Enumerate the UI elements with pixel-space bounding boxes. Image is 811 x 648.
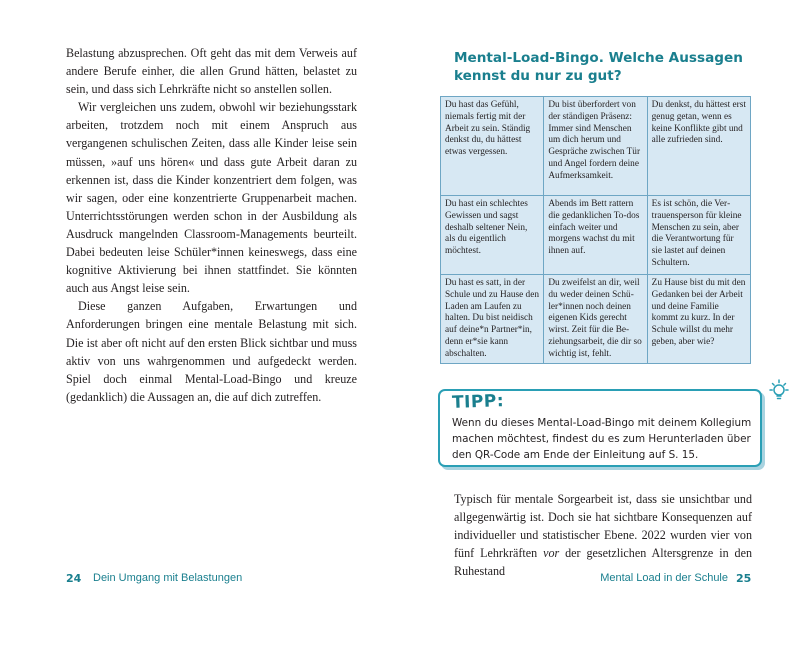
italic-word: vor (543, 546, 560, 561)
bingo-cell: Abends im Bett rattern die gedanklichen To-dos einfach weiter und morgens wachst du mit ihnen auf. (544, 196, 647, 275)
page-number: 24 (66, 572, 82, 585)
bingo-row (441, 97, 751, 196)
bingo-cell: Zu Hause bist du mit den Gedanken bei der Arbeit und deine Familie kommt zu kurz. In der Schule willst du mehr geben, aber wie? (647, 275, 750, 364)
bingo-grid (440, 96, 751, 364)
right-page (405, 0, 811, 648)
running-footer: Mental Load in der Schule (600, 572, 728, 584)
tipp-text: Wenn du dieses Mental-Load-Bingo mit deinem Kollegium machen möchtest, findest du es zum Herunterladen über den QR-Code am Ende der Einleitung auf S. 15. (452, 417, 752, 462)
paragraph (454, 490, 752, 580)
bingo-heading: Mental-Load-Bingo. Welche Aussagen kennst du nur zu gut? (454, 50, 743, 84)
right-body-text (454, 490, 752, 580)
tipp-box (438, 389, 762, 467)
paragraph: Wir vergleichen uns zudem, obwohl wir beziehungsstark arbeiten, trotzdem noch mit einem Anspruch aus vergangenen schulischen Zeiten, dass alle Kinder leise sein müssen, »auf uns hören« und dass gute Arbeit daran zu erkennen ist, dass die Kinder konzentriert dem folgen, was wir sagen, oder eine konzentrierte Gruppenarbeit machen. Unterrichtsstörungen werden schon in der Ausbildung als Ausdruck mangelnden Classroom-Managements beurteilt. Dabei bedeuten leise Schüler*innen keineswegs, dass eine kognitive Aktivierung bei ihnen stattfindet. Sie könnten auch aus Angst leise sein. (66, 100, 357, 296)
bingo-cell: Du bist überfordert von der ständigen Präsenz: Immer sind Menschen um dich herum und Gespräche zwischen Tür und Angel fordern deine Aufmerksamkeit. (544, 97, 647, 196)
page-number: 25 (736, 572, 752, 585)
bingo-row (441, 275, 751, 364)
paragraph: Belastung abzusprechen. Oft geht das mit dem Verweis auf andere Berufe einher, die allen Grund hätten, belastet zu sein, und dass sich Lehrkräfte nicht so anstellen sollen. (66, 46, 357, 97)
bingo-row (441, 196, 751, 275)
paragraph: Diese ganzen Aufgaben, Erwartungen und Anforderungen bringen eine mentale Belastung mit sich. Die ist aber oft nicht auf den ersten Blick sichtbar und muss aktiv von uns wahrgenommen und aufgedeckt werden. Spiel doch einmal Mental-Load-Bingo und kreuze (gedanklich) die Aussagen an, die auf dich zutreffen. (66, 299, 357, 404)
lightbulb-icon (766, 378, 792, 404)
left-page (0, 0, 405, 648)
paragraph-text: Typisch für mentale Sorgearbeit ist, dass sie unsichtbar und allgegenwärtig ist. Doch sie hat sichtbare Konsequenzen auf individueller und statistischer Ebene. 2022 wurden vier von fünf Lehrkräften (454, 492, 752, 561)
bingo-cell: Du hast ein schlechtes Gewissen und sagst deshalb seltener Nein, als du eigentlich möchtest. (441, 196, 544, 275)
paragraph-text: der gesetzlichen Altersgrenze in den Ruhestand (454, 546, 752, 579)
bingo-cell: Es ist schön, die Vertrauensperson für kleine Menschen zu sein, aber die Verantwortung für sie lastet auf deinen Schultern. (647, 196, 750, 275)
tipp-title: TIPP: (451, 391, 505, 413)
left-body-text (66, 44, 357, 406)
bingo-cell: Du hast das Gefühl, niemals fertig mit der Arbeit zu sein. Ständig denkst du, du hättest etwas vergessen. (441, 97, 544, 196)
bingo-cell: Du denkst, du hättest erst genug getan, wenn es keine Konflikte gibt und alle zufrieden sind. (647, 97, 750, 196)
running-footer: Dein Umgang mit Belastungen (93, 572, 243, 584)
bingo-cell: Du zweifelst an dir, weil du weder deinen Schüler*innen noch deinen eigenen Kids gerecht wirst. Zeit für die Beziehungsarbeit, die dir so wichtig ist, fehlt. (544, 275, 647, 364)
bingo-cell: Du hast es satt, in der Schule und zu Hause den Laden am Laufen zu halten. Du bist neidisch auf deine*n Partner*in, denn er*sie kann abschalten. (441, 275, 544, 364)
